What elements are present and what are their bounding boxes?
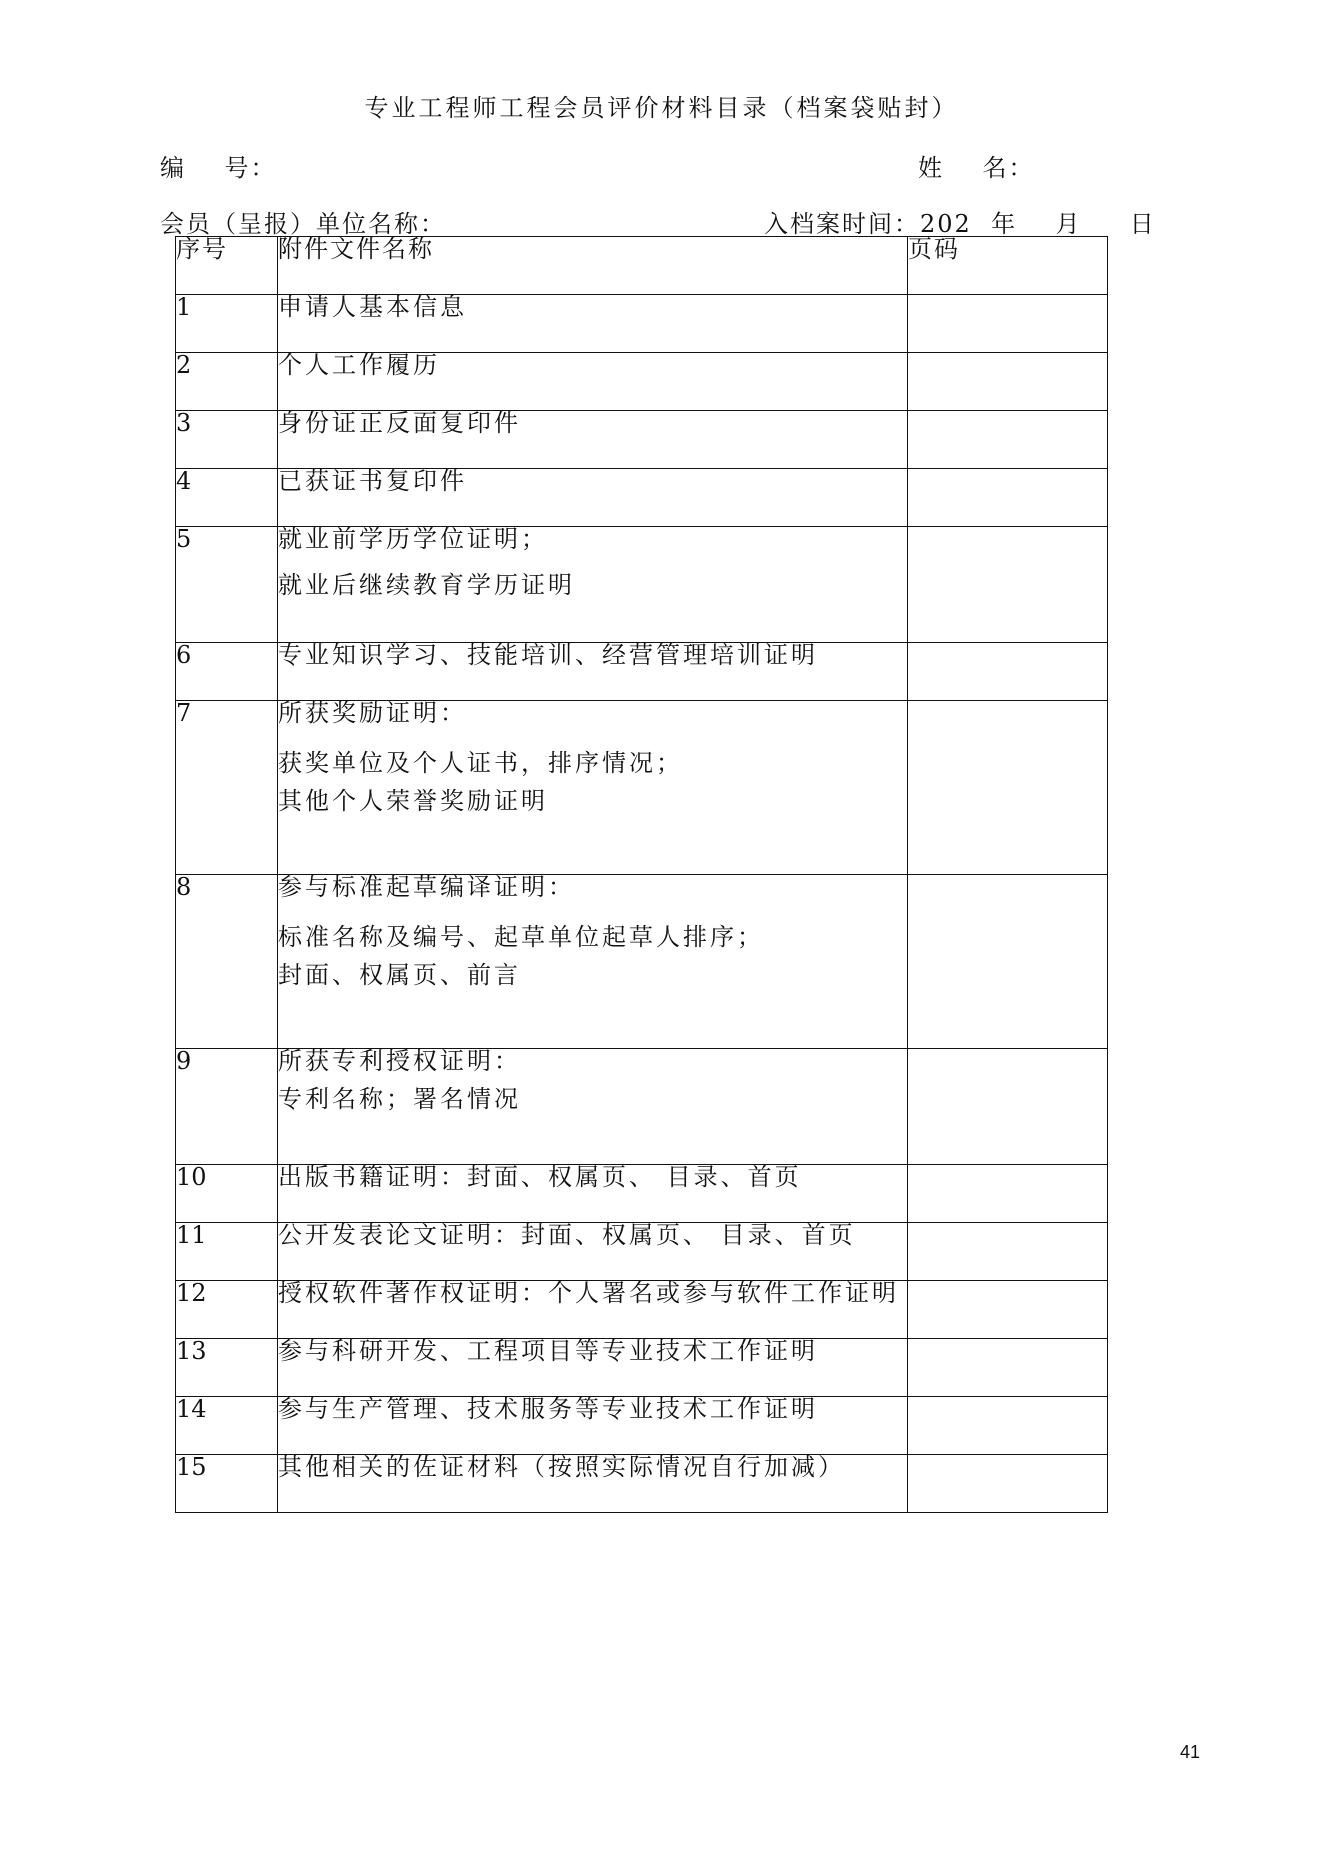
column-header-serial: 序号 bbox=[176, 237, 278, 295]
number-label: 编 号： bbox=[160, 154, 277, 182]
row-page-cell bbox=[908, 1281, 1108, 1339]
table-row bbox=[176, 1397, 1108, 1455]
row-serial-number: 12 bbox=[176, 1281, 278, 1339]
document-name-line: 专业知识学习、技能培训、经营管理培训证明 bbox=[278, 641, 818, 669]
row-serial-number: 7 bbox=[176, 701, 278, 875]
row-document-name bbox=[278, 701, 908, 875]
document-name-line: 就业前学历学位证明； bbox=[278, 525, 548, 553]
document-name-line: 申请人基本信息 bbox=[278, 293, 467, 321]
row-page-cell bbox=[908, 701, 1108, 875]
row-page-cell bbox=[908, 875, 1108, 1049]
row-document-name bbox=[278, 1223, 908, 1281]
row-serial-number: 6 bbox=[176, 643, 278, 701]
document-name-line: 公开发表论文证明：封面、权属页、 目录、首页 bbox=[278, 1221, 856, 1249]
table-row bbox=[176, 1455, 1108, 1513]
row-document-name bbox=[278, 1397, 908, 1455]
row-page-cell bbox=[908, 1049, 1108, 1165]
table-row bbox=[176, 1165, 1108, 1223]
document-title: 专业工程师工程会员评价材料目录（档案袋贴封） bbox=[364, 94, 959, 122]
row-serial-number: 1 bbox=[176, 295, 278, 353]
row-page-cell bbox=[908, 469, 1108, 527]
row-document-name bbox=[278, 411, 908, 469]
row-page-cell bbox=[908, 1223, 1108, 1281]
row-document-name bbox=[278, 1165, 908, 1223]
document-name-line: 身份证正反面复印件 bbox=[278, 409, 521, 437]
document-name-line: 参与标准起草编译证明： bbox=[278, 873, 575, 901]
row-page-cell bbox=[908, 353, 1108, 411]
materials-catalog-table bbox=[175, 236, 1108, 1513]
row-document-name bbox=[278, 1049, 908, 1165]
document-name-line: 授权软件著作权证明：个人署名或参与软件工作证明 bbox=[278, 1279, 899, 1307]
table-row bbox=[176, 1339, 1108, 1397]
row-serial-number: 9 bbox=[176, 1049, 278, 1165]
row-document-name bbox=[278, 875, 908, 1049]
column-header-document-name: 附件文件名称 bbox=[278, 237, 908, 295]
row-document-name bbox=[278, 469, 908, 527]
document-name-line: 其他相关的佐证材料（按照实际情况自行加减） bbox=[278, 1453, 845, 1481]
document-name-line: 参与生产管理、技术服务等专业技术工作证明 bbox=[278, 1395, 818, 1423]
row-page-cell bbox=[908, 1455, 1108, 1513]
table-row bbox=[176, 875, 1108, 1049]
table-row bbox=[176, 1049, 1108, 1165]
document-name-line: 个人工作履历 bbox=[278, 351, 440, 379]
table-row bbox=[176, 411, 1108, 469]
row-page-cell bbox=[908, 411, 1108, 469]
row-document-name bbox=[278, 353, 908, 411]
row-page-cell bbox=[908, 1397, 1108, 1455]
document-name-line: 封面、权属页、前言 bbox=[278, 961, 521, 989]
row-page-cell bbox=[908, 643, 1108, 701]
row-serial-number: 15 bbox=[176, 1455, 278, 1513]
row-document-name bbox=[278, 1455, 908, 1513]
row-page-cell bbox=[908, 527, 1108, 643]
row-document-name bbox=[278, 1339, 908, 1397]
row-document-name bbox=[278, 295, 908, 353]
row-document-name bbox=[278, 1281, 908, 1339]
row-page-cell bbox=[908, 1165, 1108, 1223]
row-serial-number: 10 bbox=[176, 1165, 278, 1223]
document-name-line: 已获证书复印件 bbox=[278, 467, 467, 495]
document-name-line: 就业后继续教育学历证明 bbox=[278, 571, 575, 599]
document-name-line: 专利名称；署名情况 bbox=[278, 1085, 521, 1113]
row-serial-number: 4 bbox=[176, 469, 278, 527]
row-document-name bbox=[278, 527, 908, 643]
unit-name-label: 会员（呈报）单位名称： bbox=[160, 210, 446, 238]
row-serial-number: 2 bbox=[176, 353, 278, 411]
column-header-page: 页码 bbox=[908, 237, 1108, 295]
row-serial-number: 11 bbox=[176, 1223, 278, 1281]
row-serial-number: 5 bbox=[176, 527, 278, 643]
table-row bbox=[176, 295, 1108, 353]
archive-date-label: 入档案时间：202 年 月 日 bbox=[764, 210, 1156, 238]
table-row bbox=[176, 469, 1108, 527]
row-serial-number: 13 bbox=[176, 1339, 278, 1397]
table-row bbox=[176, 643, 1108, 701]
page-number: 41 bbox=[1180, 1742, 1201, 1762]
table-header-row bbox=[176, 237, 1108, 295]
table-row bbox=[176, 527, 1108, 643]
document-name-line: 标准名称及编号、起草单位起草人排序； bbox=[278, 923, 764, 951]
document-name-line: 获奖单位及个人证书，排序情况； bbox=[278, 749, 683, 777]
row-serial-number: 8 bbox=[176, 875, 278, 1049]
document-name-line: 所获专利授权证明： bbox=[278, 1047, 521, 1075]
row-document-name bbox=[278, 643, 908, 701]
table-row bbox=[176, 1281, 1108, 1339]
row-page-cell bbox=[908, 1339, 1108, 1397]
document-name-line: 出版书籍证明：封面、权属页、 目录、首页 bbox=[278, 1163, 802, 1191]
table-row bbox=[176, 1223, 1108, 1281]
row-page-cell bbox=[908, 295, 1108, 353]
table-row bbox=[176, 701, 1108, 875]
document-name-line: 参与科研开发、工程项目等专业技术工作证明 bbox=[278, 1337, 818, 1365]
name-label: 姓 名： bbox=[918, 154, 1035, 182]
document-name-line: 其他个人荣誉奖励证明 bbox=[278, 787, 548, 815]
row-serial-number: 14 bbox=[176, 1397, 278, 1455]
document-name-line: 所获奖励证明： bbox=[278, 699, 467, 727]
table-row bbox=[176, 353, 1108, 411]
row-serial-number: 3 bbox=[176, 411, 278, 469]
